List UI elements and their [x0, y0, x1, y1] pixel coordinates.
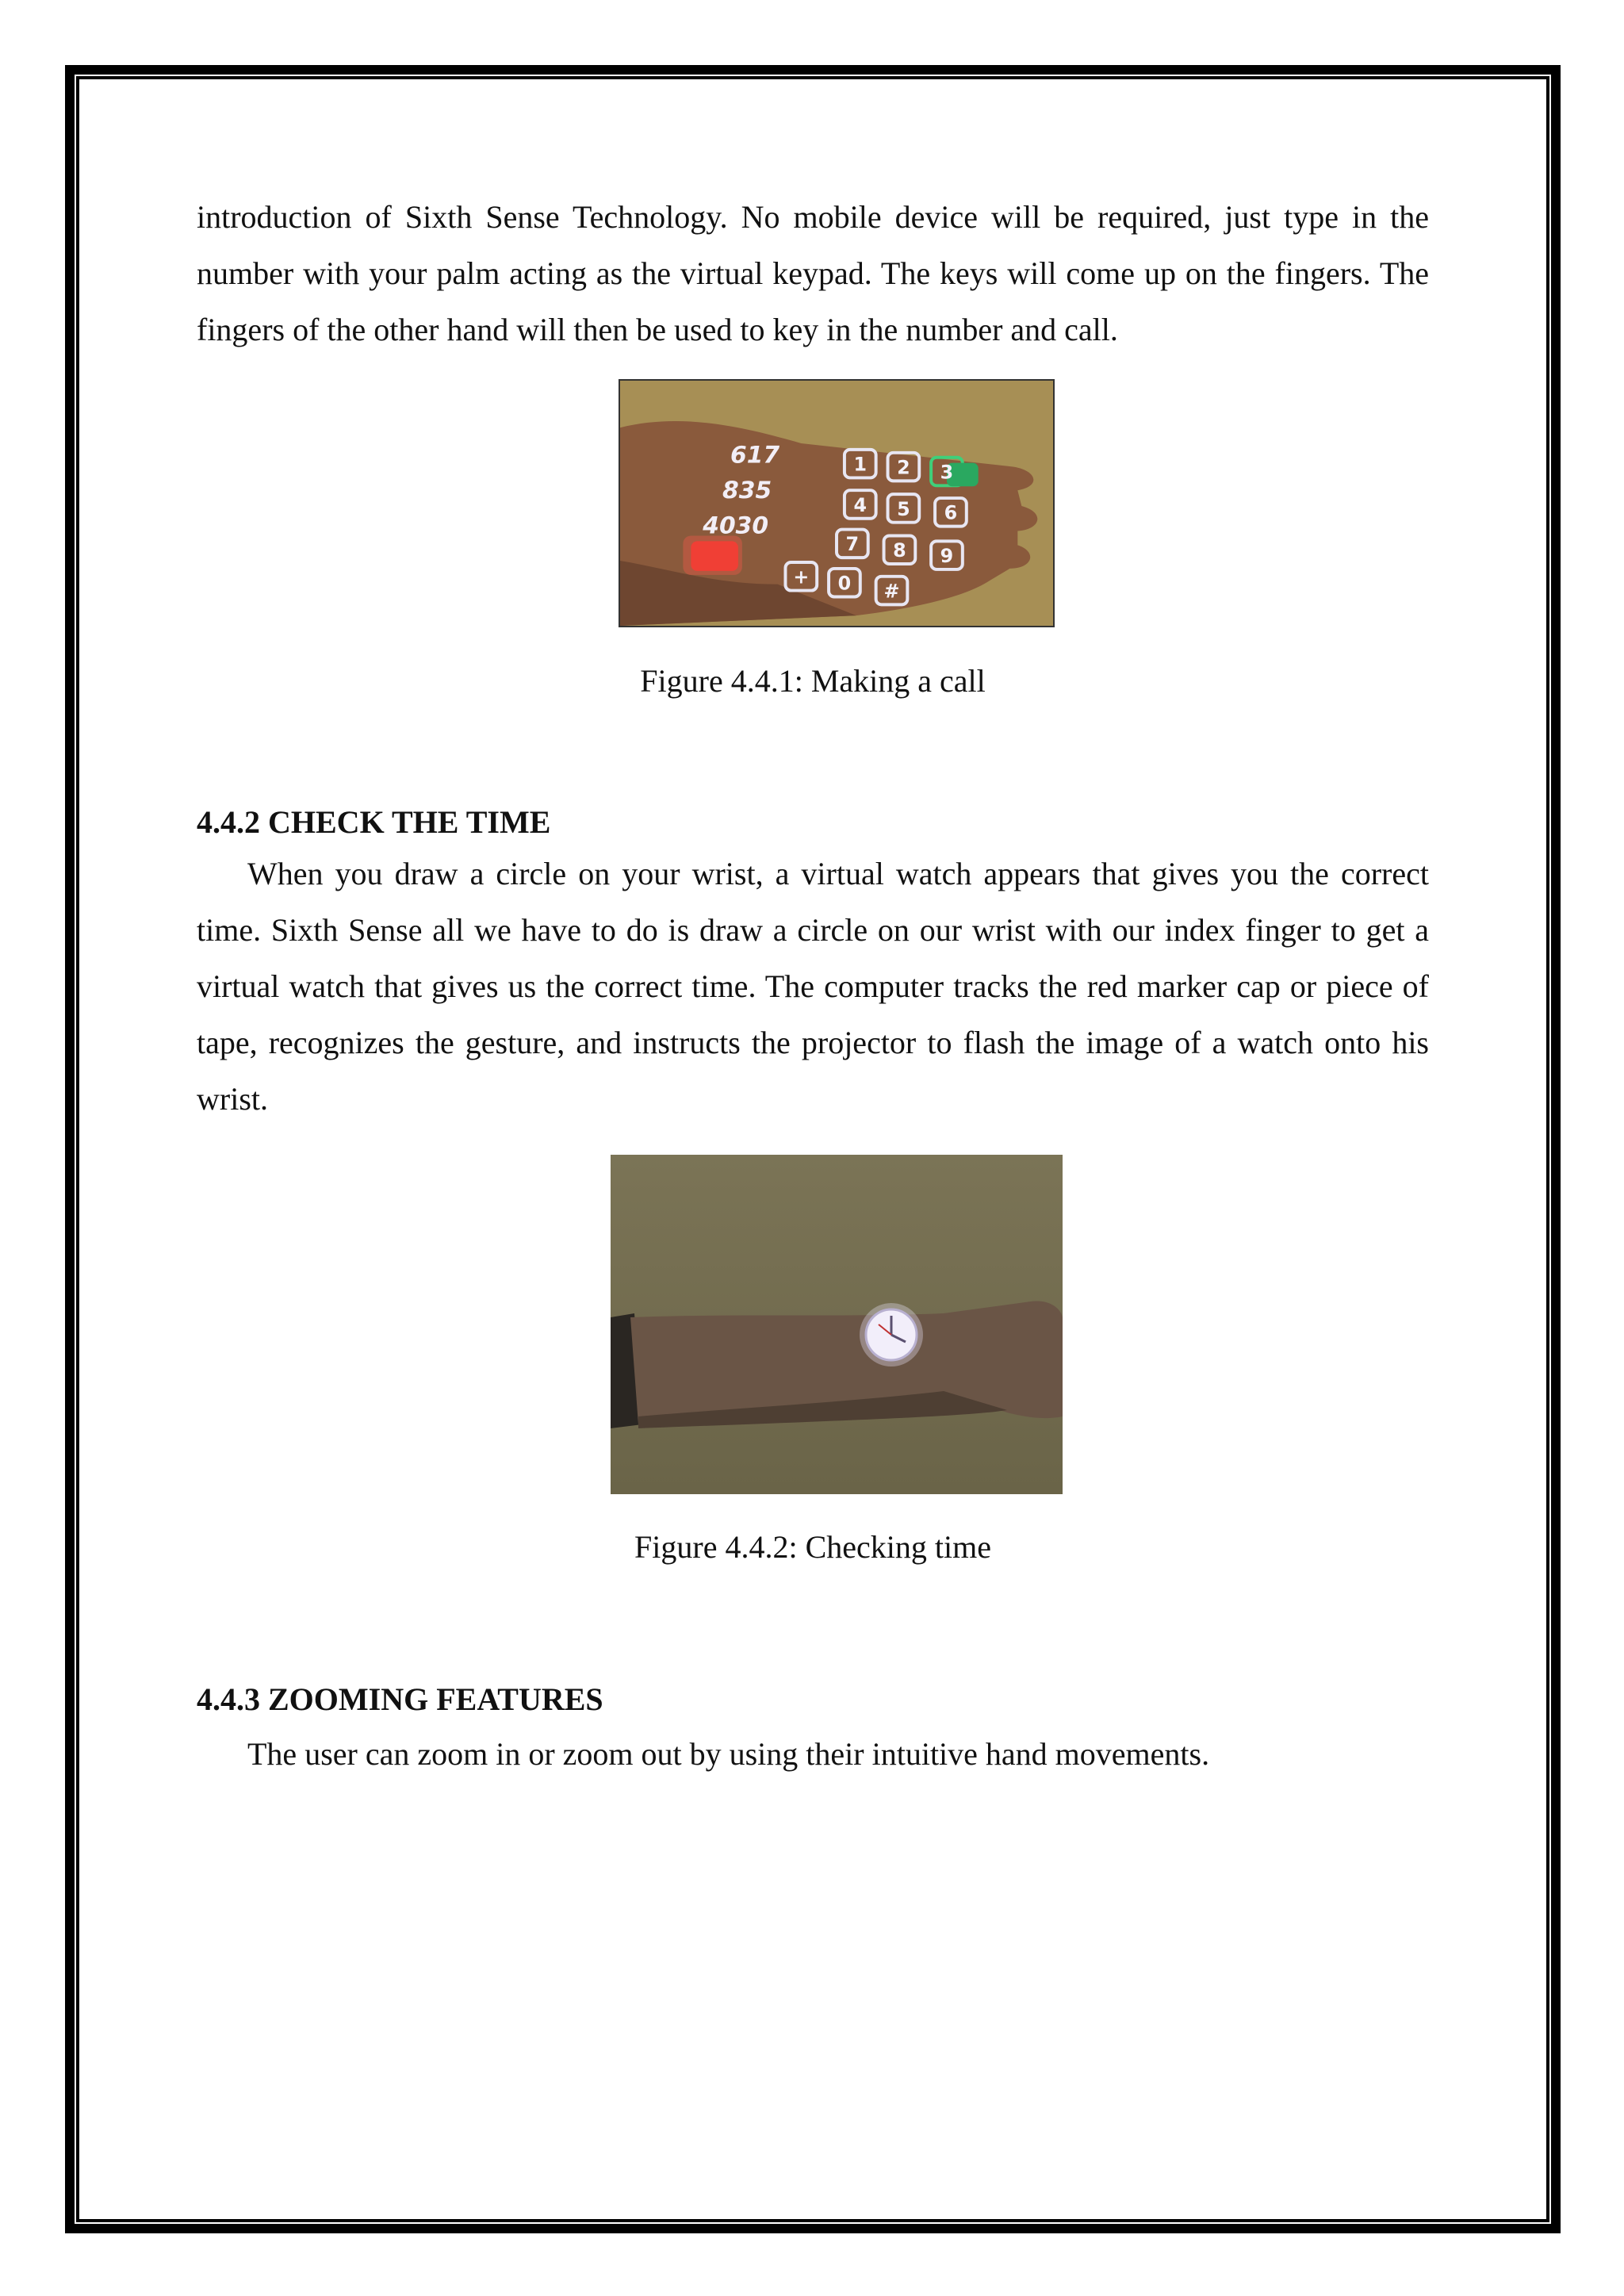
key-label-1: 1 [853, 453, 868, 476]
figure-2-caption: Figure 4.4.2: Checking time [634, 1529, 991, 1565]
key-label-3: 3 [940, 461, 954, 484]
section-zooming [197, 1680, 1429, 1782]
key-label-plus: + [793, 565, 810, 588]
key-label-9: 9 [940, 545, 954, 568]
intro-paragraph: introduction of Sixth Sense Technology. No mobile device will be required, just type in the number with your palm acting as the virtual keypad. The keys will come up on the fingers. The fingers of the other hand will then be used to key in the number and call. [197, 199, 1429, 347]
key-label-2: 2 [897, 456, 910, 479]
key-label-7: 7 [845, 533, 860, 556]
figure-checking-time-image [611, 1155, 1063, 1494]
key-label-5: 5 [897, 497, 910, 520]
section-check-time [197, 803, 1429, 1127]
section-heading-zooming: 4.4.3 ZOOMING FEATURES [197, 1681, 603, 1717]
section-heading-check-time: 4.4.2 CHECK THE TIME [197, 804, 551, 840]
intro-section [197, 189, 1429, 358]
projected-number-2: 835 [722, 477, 772, 505]
figure-1-caption: Figure 4.4.1: Making a call [640, 663, 986, 699]
projected-number-1: 617 [730, 441, 780, 470]
figure-making-call-image [619, 379, 1055, 627]
projected-number-3: 4030 [703, 512, 769, 540]
key-label-0: 0 [837, 572, 852, 595]
key-label-8: 8 [893, 539, 906, 562]
key-label-4: 4 [853, 493, 868, 516]
key-label-6: 6 [944, 501, 958, 524]
check-time-paragraph: When you draw a circle on your wrist, a virtual watch appears that gives you the correct time. Sixth Sense all we have to do is draw a circle on our wrist with our index finger to get a virtual watch that gives us the correct time. The computer tracks the red marker cap or piece of tape, recognizes the gesture, and instructs the projector to flash the image of a watch onto his wrist. [197, 856, 1429, 1117]
key-label-hash: # [883, 580, 900, 603]
zooming-paragraph: The user can zoom in or zoom out by using their intuitive hand movements. [247, 1736, 1210, 1772]
